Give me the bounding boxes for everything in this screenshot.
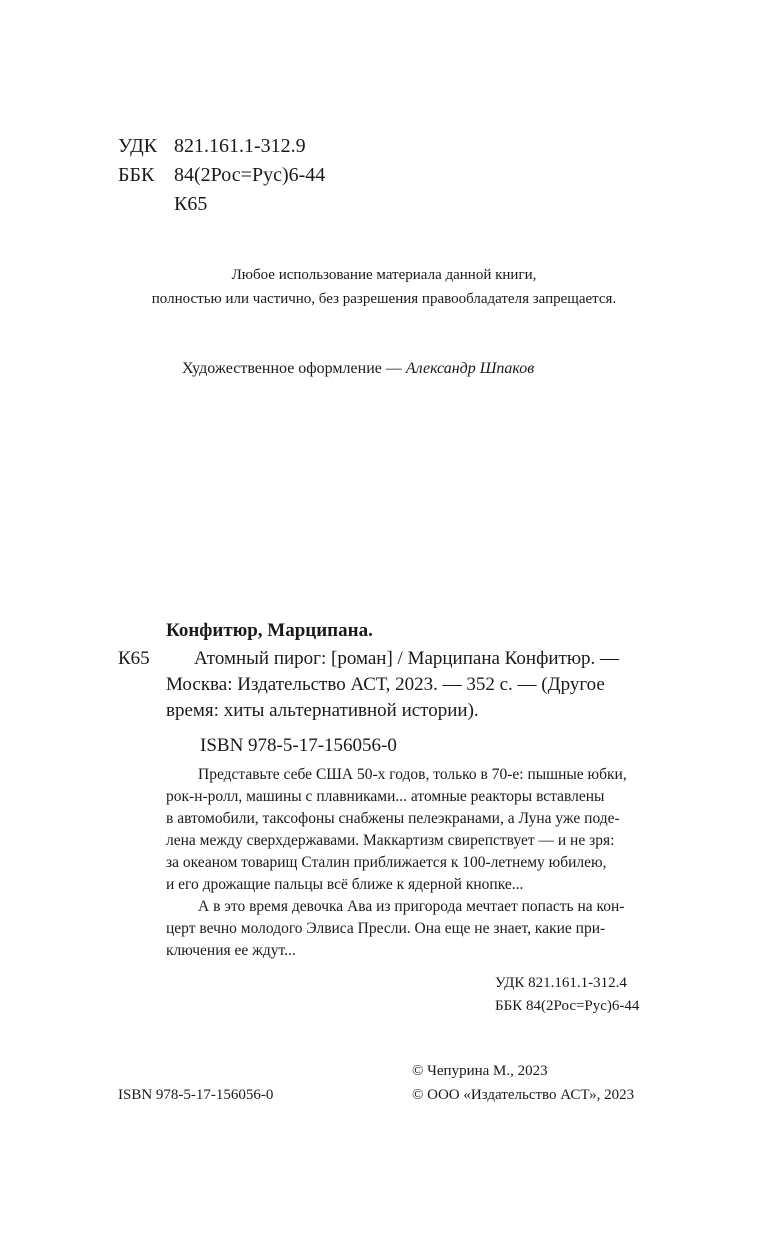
annotation-line: Представьте себе США 50-х годов, только в 70-е: пышные юбки, bbox=[198, 766, 627, 783]
annotation bbox=[166, 764, 678, 962]
bibliographic-description bbox=[166, 646, 678, 724]
udk-label: УДК bbox=[118, 135, 158, 157]
copyright-publisher: © ООО «Издательство АСТ», 2023 bbox=[412, 1087, 635, 1103]
annotation-line: ключения ее ждут... bbox=[166, 942, 296, 959]
design-credit-name: Александр Шпаков bbox=[405, 360, 535, 377]
isbn-record: ISBN 978-5-17-156056-0 bbox=[200, 735, 397, 756]
record-udk: УДК 821.161.1-312.4 bbox=[495, 975, 627, 991]
isbn-footer: ISBN 978-5-17-156056-0 bbox=[118, 1087, 274, 1103]
annotation-line: А в это время девочка Ава из пригорода мечтает попасть на кон- bbox=[198, 898, 625, 915]
annotation-line: лена между сверхдержавами. Маккартизм свирепствует — и не зря: bbox=[166, 832, 615, 849]
biblio-line: время: хиты альтернативной истории). bbox=[166, 700, 479, 721]
design-credit bbox=[182, 358, 534, 380]
annotation-line: за океаном товарищ Сталин приближается к 100-летнему юбилею, bbox=[166, 854, 607, 871]
cutter-mark-top: К65 bbox=[174, 193, 208, 215]
author-heading: Конфитюр, Марципана. bbox=[166, 620, 373, 641]
copyright-author: © Чепурина М., 2023 bbox=[412, 1063, 548, 1079]
annotation-line: церт вечно молодого Элвиса Пресли. Она еще не знает, какие при- bbox=[166, 920, 606, 937]
annotation-line: в автомобили, таксофоны снабжены пелеэкранами, а Луна уже поде- bbox=[166, 810, 620, 827]
udk-value: 821.161.1-312.9 bbox=[174, 135, 306, 157]
record-bbk: ББК 84(2Рос=Рус)6-44 bbox=[495, 998, 640, 1014]
bbk-value: 84(2Рос=Рус)6-44 bbox=[174, 164, 326, 186]
bbk-label: ББК bbox=[118, 164, 155, 186]
rights-notice-line-1: Любое использование материала данной книги, bbox=[231, 267, 537, 283]
cutter-mark-record: К65 bbox=[118, 648, 150, 669]
design-credit-prefix: Художественное оформление — bbox=[182, 360, 402, 377]
udk-line bbox=[118, 132, 306, 161]
annotation-line: рок-н-ролл, машины с плавниками... атомные реакторы вставлены bbox=[166, 788, 605, 805]
biblio-line: Атомный пирог: [роман] / Марципана Конфитюр. — bbox=[194, 648, 620, 669]
biblio-line: Москва: Издательство АСТ, 2023. — 352 с. — (Другое bbox=[166, 674, 605, 695]
bbk-line bbox=[118, 161, 325, 190]
rights-notice-line-2: полностью или частично, без разрешения правообладателя запрещается. bbox=[151, 291, 617, 307]
annotation-line: и его дрожащие пальцы всё ближе к ядерной кнопке... bbox=[166, 876, 524, 893]
